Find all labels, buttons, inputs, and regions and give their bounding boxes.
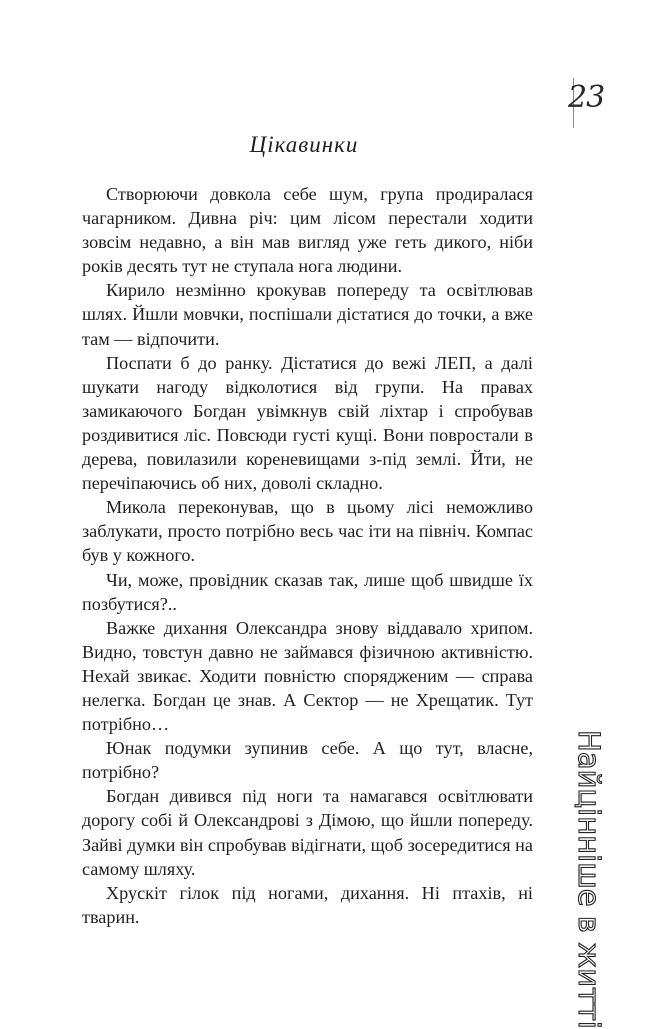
paragraph: Створюючи довкола себе шум, група продиралася чагарником. Дивна річ: цим лісом перестали ходити зовсім недавно, а він мав вигляд уже геть дикого, ніби років десять тут не ступала нога людини. xyxy=(82,184,533,277)
running-book-title-text: Найцінніше в житті xyxy=(572,730,606,1029)
chapter-title: Цікавинки xyxy=(249,132,359,157)
paragraph: Чи, може, провідник сказав так, лише щоб швидше їх позбутися?.. xyxy=(82,569,533,614)
paragraph: Юнак подумки зупинив себе. А що тут, власне, потрібно? xyxy=(82,738,533,783)
paragraph: Богдан дивився під ноги та намагався освітлювати дорогу собі й Олександрові з Дімою, що йшли попереду. Зайві думки він спробував відігнати, щоб зосередитися на самому шляху. xyxy=(82,786,533,879)
paragraph: Хрускіт гілок під ногами, дихання. Ні птахів, ні тварин. xyxy=(82,882,533,927)
body-text xyxy=(82,182,533,929)
paragraph: Кирило незмінно крокував попереду та освітлював шлях. Йшли мовчки, поспішали дістатися до точки, а вже там — відпочити. xyxy=(82,280,533,349)
paragraph: Важке дихання Олександра знову віддавало хрипом. Видно, товстун давно не займався фізичною активністю. Нехай звикає. Ходити повністю спорядженим — справа нелегка. Богдан це знав. А Сектор — не Хрещатик. Тут потрібно… xyxy=(82,617,533,735)
paragraph: Поспати б до ранку. Дістатися до вежі ЛЕП, а далі шукати нагоду відколотися від групи. На правах замикаючого Богдан увімкнув свій ліхтар і спробував роздивитися ліс. Повсюди густі кущі. Вони повростали в дерева, повилазили кореневищами з-під землі. Йти, не перечіпаючись об них, доволі складно. xyxy=(82,352,533,494)
running-book-title xyxy=(572,730,606,1029)
paragraph: Микола переконував, що в цьому лісі неможливо заблукати, просто потрібно весь час іти на північ. Компас був у кожного. xyxy=(82,497,533,566)
page-number: 23 xyxy=(568,80,605,115)
